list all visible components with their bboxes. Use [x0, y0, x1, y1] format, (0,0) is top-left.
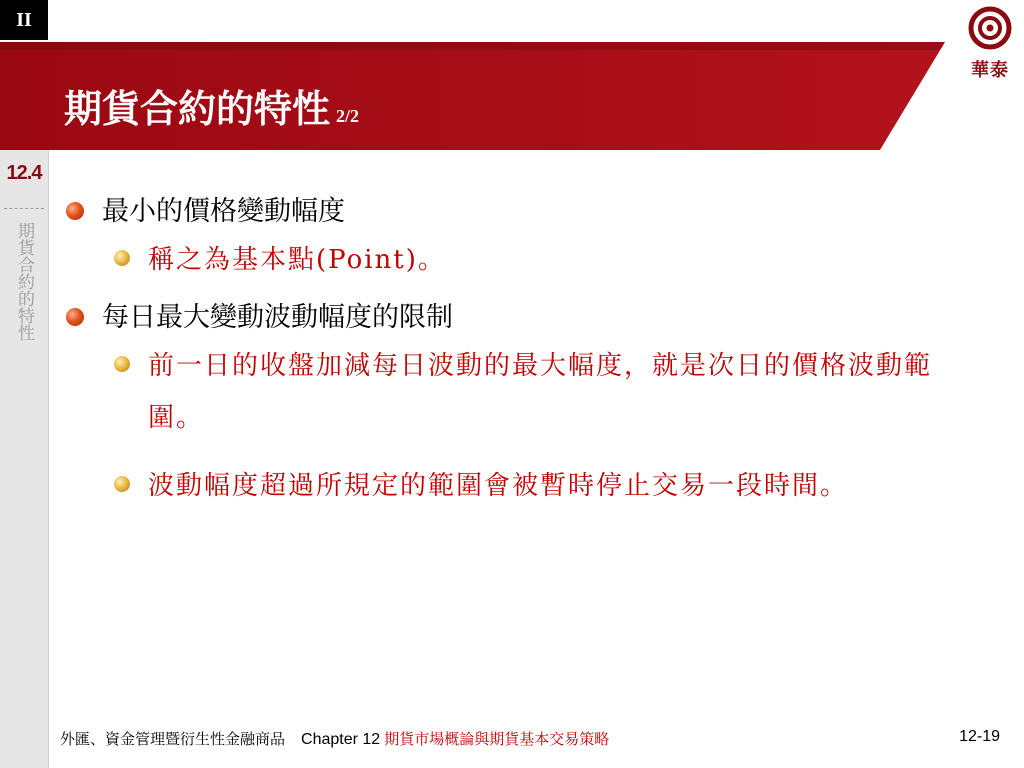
slide-title-text: 期貨合約的特性: [64, 86, 331, 131]
part-badge: II: [0, 0, 48, 40]
footer-chapter: Chapter 12: [301, 731, 381, 748]
section-label: 期貨合約的特性: [14, 222, 34, 341]
slide-title: [64, 78, 359, 133]
section-number: 12.4: [6, 162, 42, 184]
sub-bullet-ball-icon: [114, 250, 130, 266]
sidebar-divider: [4, 208, 44, 209]
sub-bullet-item: [64, 234, 984, 286]
company-logo: [962, 6, 1018, 82]
sub-bullet-text: 波動幅度超過所規定的範圍會被暫時停止交易一段時間。: [148, 471, 849, 501]
bullet-text: 最小的價格變動幅度: [102, 196, 345, 227]
logo-text: 華泰: [971, 60, 1009, 81]
bullet-item: [64, 296, 984, 340]
sub-bullet-item: [64, 340, 984, 444]
bullet-list: [64, 190, 984, 512]
sub-bullet-ball-icon: [114, 476, 130, 492]
sub-bullet-text: 前一日的收盤加減每日波動的最大幅度，就是次日的價格波動範圍。: [148, 351, 933, 433]
bullet-text: 每日最大變動波動幅度的限制: [102, 302, 453, 333]
logo-ring-icon: [968, 6, 1012, 50]
bullet-item: [64, 190, 984, 234]
sub-bullet-text: 稱之為基本點(Point)。: [148, 245, 446, 275]
sub-bullet-ball-icon: [114, 356, 130, 372]
bullet-ball-icon: [66, 308, 84, 326]
footer-course: 外匯、資金管理暨衍生性金融商品: [60, 730, 286, 748]
slide-page-tag: 2/2: [336, 106, 360, 126]
footer-chapter-title: 期貨市場概論與期貨基本交易策略: [384, 730, 610, 748]
footer: [60, 728, 609, 749]
page-number: 12-19: [959, 728, 1000, 745]
sidebar: [0, 150, 49, 768]
bullet-ball-icon: [66, 202, 84, 220]
sub-bullet-item: [64, 460, 984, 512]
